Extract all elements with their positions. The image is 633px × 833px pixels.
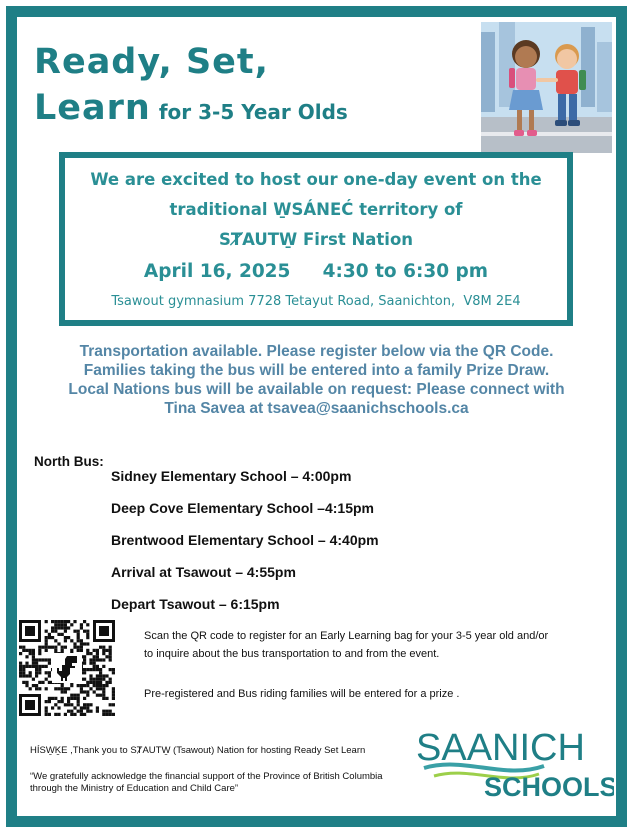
transport-line2: Families taking the bus will be entered into a family Prize Draw. bbox=[83, 362, 550, 379]
acknowledgement-line1: “We gratefully acknowledge the financial support of the Province of British Columbia bbox=[30, 771, 383, 782]
children-walking-illustration bbox=[481, 22, 612, 153]
qr-info-line1: Scan the QR code to register for an Early Learning bag for your 3-5 year old and/or bbox=[144, 630, 549, 642]
event-date-time: April 16, 2025 4:30 to 6:30 pm bbox=[143, 261, 489, 282]
title-age: for 3-5 Year Olds bbox=[158, 100, 348, 124]
qr-info-line3: Pre-registered and Bus riding families will be entered for a prize . bbox=[144, 688, 460, 700]
event-intro-line2: traditional W̱SÁNEĆ territory of bbox=[169, 200, 463, 219]
title-learn: Learn bbox=[34, 88, 151, 128]
registration-qr-code[interactable] bbox=[19, 620, 115, 716]
event-address: Tsawout gymnasium 7728 Tetayut Road, Saanichton, V8M 2E4 bbox=[111, 294, 521, 309]
logo-line2: SCHOOLS bbox=[484, 772, 614, 802]
event-intro-line1: We are excited to host our one-day event on the bbox=[90, 170, 542, 189]
logo-line1: SAANICH bbox=[416, 727, 585, 769]
bus-stop: Deep Cove Elementary School –4:15pm bbox=[111, 500, 374, 516]
bus-stop: Brentwood Elementary School – 4:40pm bbox=[111, 532, 379, 548]
event-details-box bbox=[59, 152, 573, 326]
transport-line4: Tina Savea at tsavea@saanichschools.ca bbox=[164, 400, 469, 417]
saanich-schools-logo bbox=[414, 720, 614, 804]
title-line1: Ready, Set, bbox=[34, 42, 269, 82]
bus-stop: Sidney Elementary School – 4:00pm bbox=[111, 468, 352, 484]
north-bus-heading: North Bus: bbox=[34, 454, 104, 469]
thank-you-note: HÍSW̱ḴE ,Thank you to SȾAUTW̱ (Tsawout) Nation for hosting Ready Set Learn bbox=[30, 745, 366, 756]
acknowledgement-line2: through the Ministry of Education and Child Care” bbox=[30, 783, 239, 794]
transport-line3: Local Nations bus will be available on request: Please connect with bbox=[68, 381, 565, 398]
transport-line1: Transportation available. Please register below via the QR Code. bbox=[79, 343, 554, 360]
event-intro-line3: SȾAUTW̱ First Nation bbox=[218, 230, 414, 249]
transportation-info bbox=[20, 342, 613, 418]
title-line2 bbox=[34, 88, 348, 128]
bus-stop: Arrival at Tsawout – 4:55pm bbox=[111, 564, 296, 580]
qr-info-line2: to inquire about the bus transportation to and from the event. bbox=[144, 648, 440, 660]
bus-stop: Depart Tsawout – 6:15pm bbox=[111, 596, 280, 612]
